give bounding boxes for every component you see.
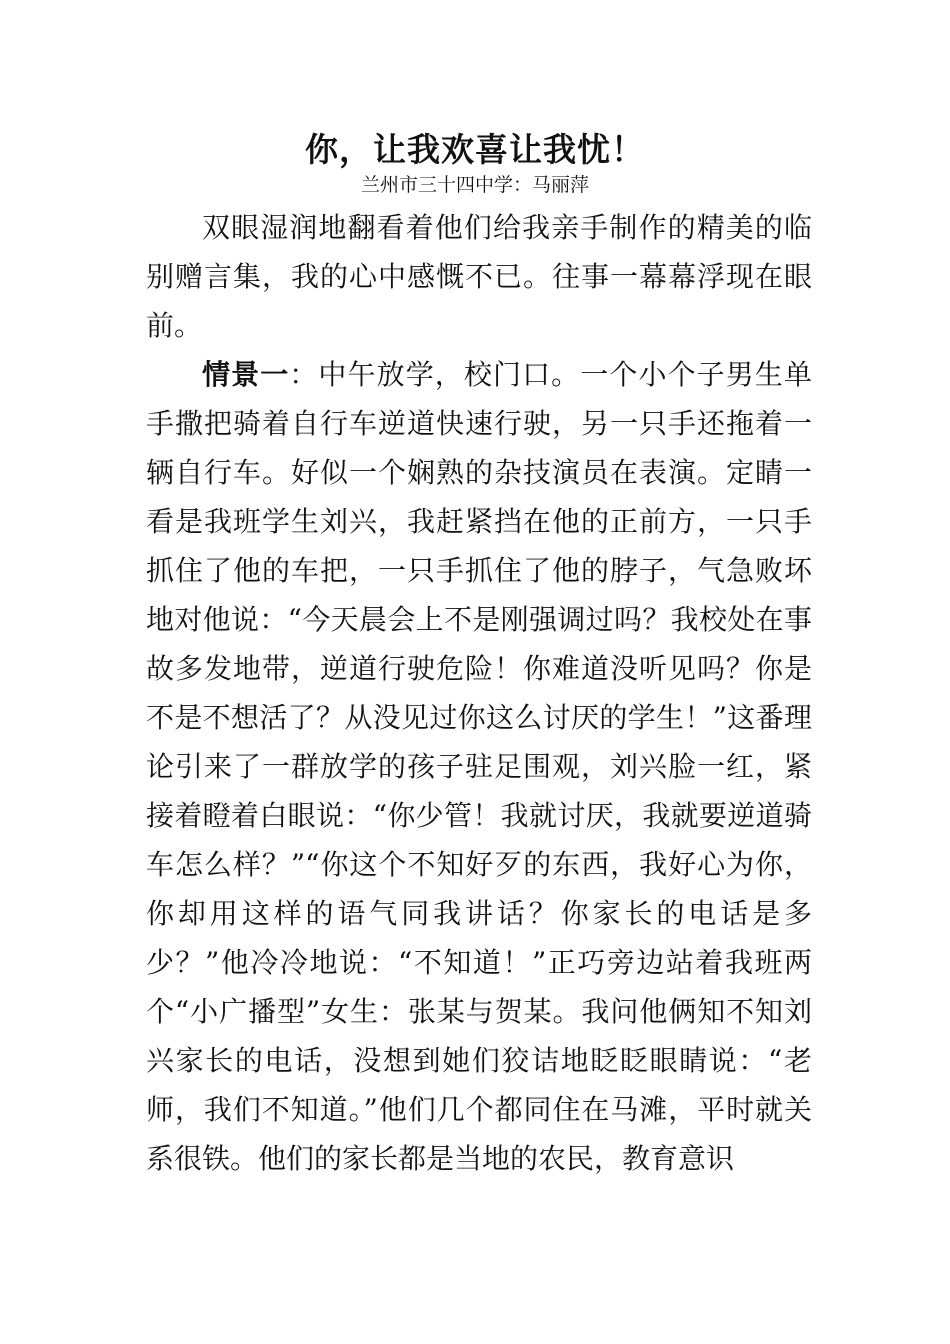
scene-one-label: 情景一 bbox=[202, 358, 290, 391]
paragraph-intro: 双眼湿润地翻看着他们给我亲手制作的精美的临别赠言集，我的心中感慨不已。往事一幕幕浮现在眼前。 bbox=[146, 211, 812, 342]
author-byline: 兰州市三十四中学：马丽萍 bbox=[360, 174, 589, 196]
scene-one-text: ：中午放学，校门口。一个小个子男生单手撒把骑着自行车逆道快速行驶，另一只手还拖着一辆自行车。好似一个娴熟的杂技演员在表演。定睛一看是我班学生刘兴，我赶紧挡在他的正前方，一只手抓住了他的车把，一只手抓住了他的脖子，气急败坏地对他说：“今天晨会上不是刚强调过吗？我校处在事故多发地带，逆道行驶危险！你难道没听见吗？你是不是不想活了？从没见过你这么讨厌的学生！”这番理论引来了一群放学的孩子驻足围观，刘兴脸一红，紧接着瞪着白眼说：“你少管！我就讨厌，我就要逆道骑车怎么样？”“你这个不知好歹的东西，我好心为你，你却用这样的语气同我讲话？你家长的电话是多少？”他冷冷地说：“不知道！”正巧旁边站着我班两个“小广播型”女生：张某与贺某。我问他俩知不知刘兴家长的电话，没想到她们狡诘地眨眨眼睛说：“老师，我们不知道。”他们几个都同住在马滩，平时就关系很铁。他们的家长都是当地的农民，教育意识 bbox=[146, 358, 812, 1175]
document-title: 你，让我欢喜让我忧！ bbox=[305, 130, 645, 169]
paragraph-scene-one bbox=[146, 350, 812, 1183]
